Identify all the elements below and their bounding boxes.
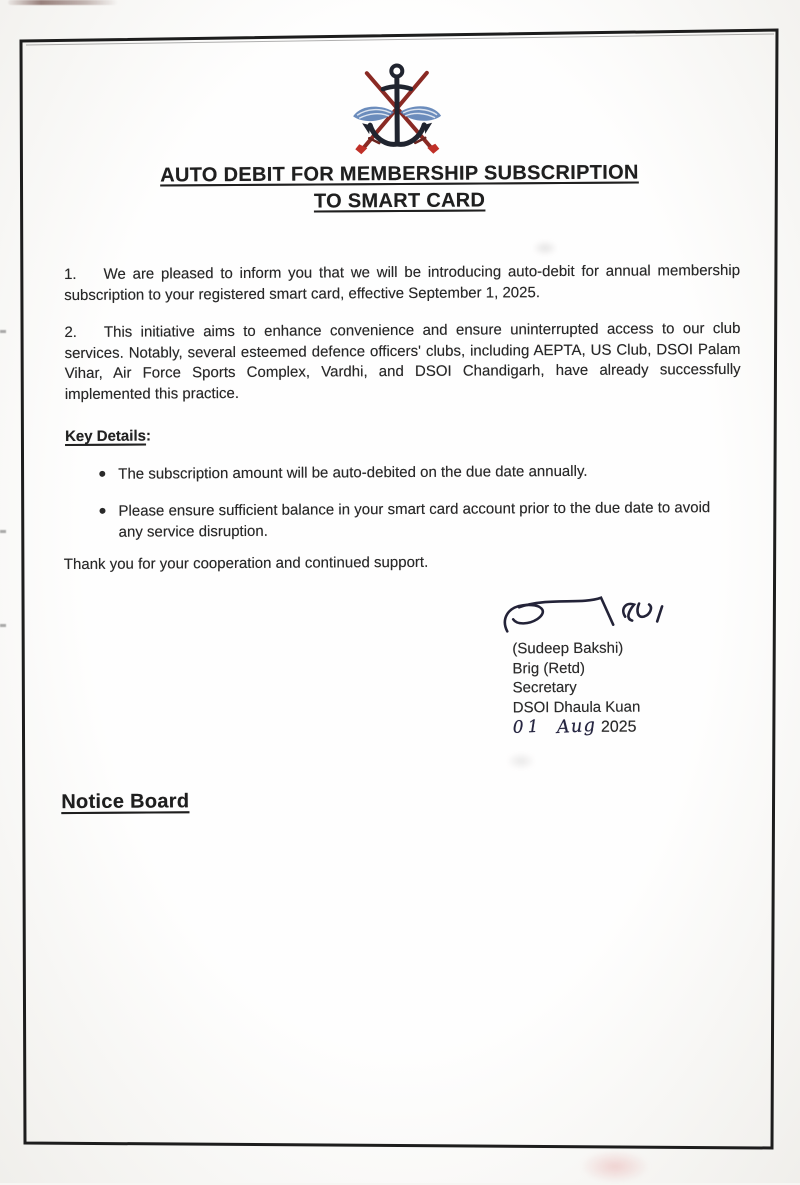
page-title	[61, 159, 737, 217]
date-month-handwritten: Aug	[556, 716, 596, 738]
signatory-rank: Brig (Retd)	[512, 658, 640, 678]
paragraph-1-number: 1.	[64, 265, 77, 286]
title-line1: AUTO DEBIT FOR MEMBERSHIP SUBSCRIPTION	[160, 162, 639, 187]
paragraph-2	[64, 319, 740, 405]
bullet-dot	[99, 508, 105, 514]
signature-block	[512, 639, 640, 738]
paragraph-2-text: This initiative aims to enhance convenience and ensure uninterrupted access to our club services. Notably, several esteemed defence officers' clubs, including AEPTA, US Club, DSOI Palam Vihar, Air Force Sports Complex, Vardhi, and DSOI Chandigarh, have already successfully implemented this practice.	[64, 320, 740, 403]
paragraph-1	[64, 261, 740, 306]
bullet-dot	[99, 471, 105, 477]
bullet-2-text: Please ensure sufficient balance in your smart card account prior to the due date to avoid any service disruption.	[99, 497, 719, 543]
closing-line: Thank you for your cooperation and continued support.	[64, 554, 429, 573]
date-year: 2025	[601, 719, 637, 736]
notice-board-label: Notice Board	[61, 790, 189, 814]
date-line	[513, 717, 641, 738]
signatory-designation: Secretary	[513, 678, 641, 698]
key-details-label: Key Details	[65, 428, 146, 445]
title-line2: TO SMART CARD	[314, 189, 485, 212]
paragraph-1-text: We are pleased to inform you that we will be introducing auto-debit for annual membership subscription to your registered smart card, effective September 1, 2025.	[64, 262, 740, 304]
bullet-item-1	[99, 460, 719, 485]
signatory-organization: DSOI Dhaula Kuan	[513, 697, 641, 717]
key-details-colon: :	[146, 428, 151, 445]
date-day-handwritten: 01	[512, 718, 542, 739]
paragraph-2-number: 2.	[64, 323, 77, 344]
bullet-1-text: The subscription amount will be auto-debited on the due date annually.	[99, 460, 719, 485]
signatory-name: (Sudeep Bakshi)	[512, 639, 640, 659]
bullet-item-2	[99, 497, 719, 543]
key-details-heading	[65, 428, 151, 446]
tri-service-emblem-icon	[347, 60, 448, 165]
